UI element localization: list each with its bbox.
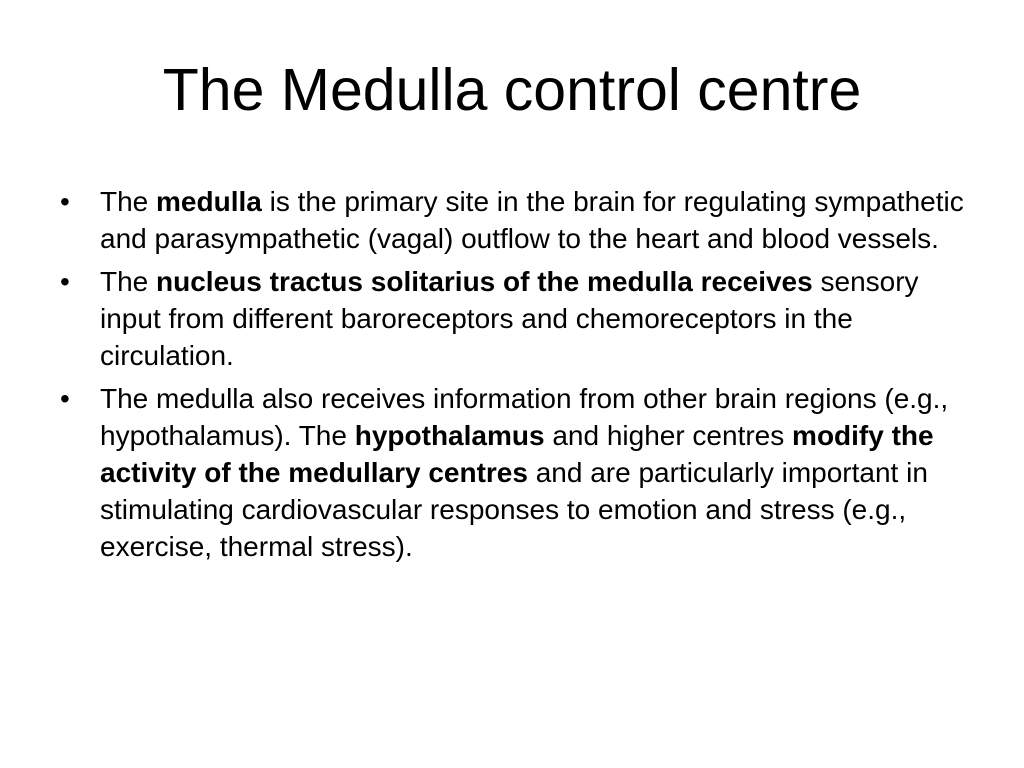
bullet-text: and higher centres [544, 420, 793, 451]
bullet-text: The [100, 186, 157, 217]
bullet-marker-icon: • [60, 383, 70, 414]
bullet-item [56, 183, 976, 257]
bullet-bold-text: medulla [156, 186, 262, 217]
bullet-list [56, 183, 976, 571]
bullet-text: The [100, 266, 157, 297]
bullet-text: The medulla also receives information from other brain regions (e.g., hypothalamus). The [100, 383, 949, 451]
bullet-bold-text: hypothalamus [354, 420, 545, 451]
bullet-item [56, 380, 976, 565]
bullet-bold-text: nucleus tractus solitarius of the medulla receives [156, 266, 813, 297]
bullet-marker-icon: • [60, 186, 70, 217]
slide-title: The Medulla control centre [162, 57, 862, 123]
bullet-bold-text: modify the activity of the medullary centres [100, 420, 934, 488]
bullet-text: sensory input from different baroreceptors and chemoreceptors in the circulation. [100, 266, 919, 371]
bullet-text: and are particularly important in stimulating cardiovascular responses to emotion and stress (e.g., exercise, thermal stress). [100, 457, 928, 562]
bullet-item [56, 263, 976, 374]
bullet-text: is the primary site in the brain for regulating sympathetic and parasympathetic (vagal) outflow to the heart and blood vessels. [100, 186, 964, 254]
bullet-marker-icon: • [60, 266, 70, 297]
